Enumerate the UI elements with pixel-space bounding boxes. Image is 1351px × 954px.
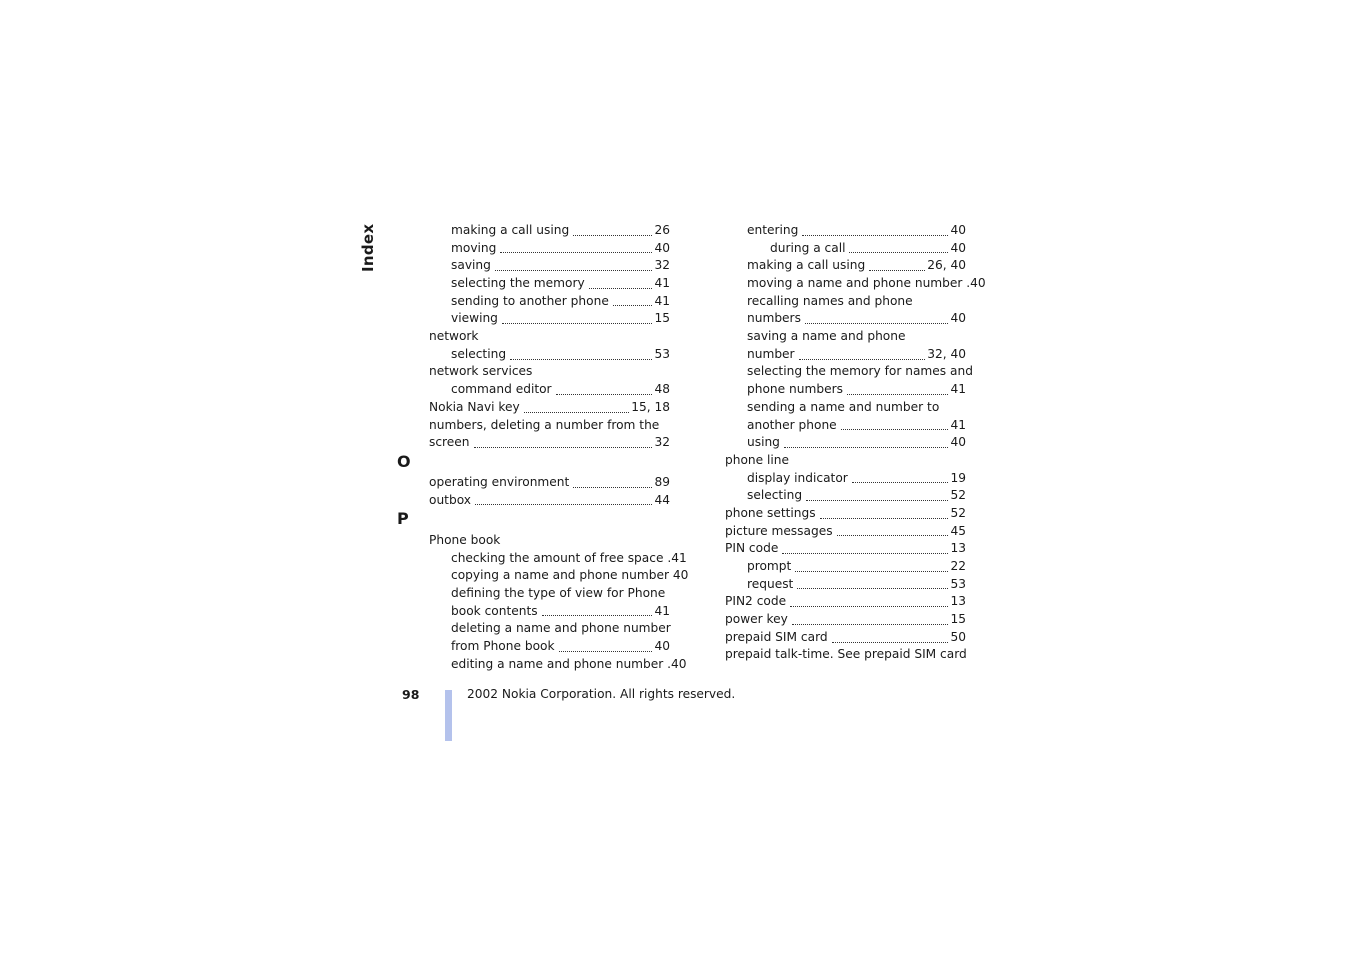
index-entry-text: command editor	[451, 382, 552, 397]
index-entry-text: selecting the memory for names and	[747, 364, 973, 379]
index-entry	[429, 381, 670, 399]
index-entry	[429, 620, 670, 638]
index-entry-page: 19	[950, 470, 966, 485]
dot-leader	[795, 558, 948, 576]
index-entry	[725, 629, 966, 647]
index-entry-page: 41	[950, 417, 966, 432]
dot-leader	[792, 611, 949, 629]
index-letter-o: O	[397, 452, 411, 471]
index-entry-text: prepaid SIM card	[725, 629, 828, 644]
dot-leader	[510, 346, 652, 364]
index-entry	[725, 364, 973, 382]
index-entry-page: 41	[950, 382, 966, 397]
index-entry	[725, 328, 966, 346]
index-entry-text: book contents	[451, 603, 538, 618]
index-entry-text: copying a name and phone number 40	[451, 568, 689, 583]
dot-leader	[852, 470, 949, 488]
index-entry	[725, 240, 966, 258]
dot-leader	[806, 487, 948, 505]
index-entry-text: outbox	[429, 492, 471, 507]
index-entry-text: making a call using	[451, 222, 570, 237]
index-block	[429, 532, 689, 674]
index-entry-text: numbers, deleting a number from the	[429, 417, 660, 432]
index-entry	[725, 346, 966, 364]
index-entry	[725, 222, 966, 240]
index-entry-page: 53	[654, 346, 670, 361]
index-column-right	[725, 222, 986, 664]
index-entry	[725, 399, 966, 417]
index-entry-text: picture messages	[725, 523, 833, 538]
index-entry	[429, 656, 687, 674]
index-entry-page: 48	[654, 382, 670, 397]
index-entry-text: phone settings	[725, 505, 816, 520]
dot-leader	[613, 293, 653, 311]
index-entry-text: display indicator	[747, 470, 848, 485]
dot-leader	[782, 540, 948, 558]
dot-leader	[784, 434, 949, 452]
index-entry	[429, 532, 670, 550]
dot-leader	[849, 240, 948, 258]
index-entry-page: 41	[654, 603, 670, 618]
index-entry	[429, 638, 670, 656]
index-entry-text: moving a name and phone number .40	[747, 276, 986, 291]
index-block	[429, 474, 670, 509]
index-entry-text: using	[747, 435, 780, 450]
index-entry	[429, 310, 670, 328]
index-entry	[429, 567, 689, 585]
dot-leader	[524, 399, 629, 417]
index-entry	[429, 257, 670, 275]
index-entry	[725, 293, 966, 311]
index-entry	[429, 364, 670, 382]
index-entry-page: 40	[950, 311, 966, 326]
index-entry-page: 52	[950, 505, 966, 520]
index-entry-page: 22	[950, 559, 966, 574]
index-entry	[725, 257, 966, 275]
index-entry-text: editing a name and phone number .40	[451, 656, 687, 671]
dot-leader	[837, 523, 949, 541]
index-entry-page: 89	[654, 474, 670, 489]
dot-leader	[790, 593, 948, 611]
index-entry-text: deleting a name and phone number	[451, 621, 671, 636]
index-entry-page: 50	[950, 629, 966, 644]
index-entry-text: number	[747, 346, 795, 361]
index-entry-text: operating environment	[429, 474, 570, 489]
index-entry-text: sending a name and number to	[747, 399, 940, 414]
copyright-notice: 2002 Nokia Corporation. All rights reserved.	[467, 687, 736, 701]
index-entry	[725, 487, 966, 505]
index-entry-text: Phone book	[429, 532, 501, 547]
index-entry-text: viewing	[451, 311, 498, 326]
index-entry	[429, 222, 670, 240]
index-entry-text: from Phone book	[451, 639, 555, 654]
index-letter-p: P	[397, 509, 409, 528]
index-entry-page: 40	[950, 435, 966, 450]
dot-leader	[802, 222, 948, 240]
index-entry-page: 32	[654, 435, 670, 450]
index-entry-text: making a call using	[747, 258, 866, 273]
index-entry-text: moving	[451, 240, 497, 255]
index-entry-page: 15	[950, 612, 966, 627]
index-entry-text: Nokia Navi key	[429, 399, 520, 414]
index-entry-text: power key	[725, 612, 788, 627]
index-entry	[429, 240, 670, 258]
dot-leader	[502, 310, 653, 328]
index-entry	[429, 399, 670, 417]
index-entry-page: 32, 40	[927, 346, 966, 361]
index-entry-text: network services	[429, 364, 533, 379]
index-entry-text: PIN2 code	[725, 594, 787, 609]
index-entry-page: 40	[950, 222, 966, 237]
index-column-left	[429, 222, 670, 452]
index-entry-page: 40	[950, 240, 966, 255]
dot-leader	[475, 492, 652, 510]
index-entry-text: selecting the memory	[451, 276, 585, 291]
index-entry	[725, 558, 966, 576]
index-entry-text: checking the amount of free space .41	[451, 550, 687, 565]
index-entry	[725, 576, 966, 594]
dot-leader	[797, 576, 948, 594]
index-entry-text: entering	[747, 222, 799, 237]
dot-leader	[832, 629, 949, 647]
index-entry	[429, 275, 670, 293]
index-entry	[725, 310, 966, 328]
index-column-left-p	[429, 532, 689, 674]
index-entry-page: 41	[654, 293, 670, 308]
index-entry	[429, 417, 670, 435]
index-entry-text: defining the type of view for Phone	[451, 586, 666, 601]
index-block	[725, 222, 986, 664]
index-entry-page: 13	[950, 594, 966, 609]
dot-leader	[589, 275, 653, 293]
index-entry-text: prepaid talk-time. See prepaid SIM card	[725, 647, 967, 662]
index-entry-page: 44	[654, 492, 670, 507]
dot-leader	[556, 381, 653, 399]
index-entry	[725, 470, 966, 488]
index-entry	[725, 275, 986, 293]
dot-leader	[820, 505, 949, 523]
index-entry	[429, 603, 670, 621]
page-number: 98	[402, 687, 420, 702]
index-entry-page: 15	[654, 311, 670, 326]
index-entry	[725, 505, 966, 523]
index-entry-text: selecting	[747, 488, 803, 503]
index-entry	[725, 593, 966, 611]
index-entry-text: screen	[429, 435, 470, 450]
index-entry	[725, 647, 966, 665]
index-block	[429, 222, 670, 452]
index-entry-page: 40	[654, 639, 670, 654]
index-entry-text: numbers	[747, 311, 801, 326]
index-entry-text: request	[747, 576, 794, 591]
section-title: Index	[359, 223, 377, 272]
index-entry	[725, 381, 966, 399]
index-entry-page: 40	[654, 240, 670, 255]
index-entry	[725, 523, 966, 541]
index-entry-page: 15, 18	[631, 399, 670, 414]
dot-leader	[869, 257, 925, 275]
index-entry-text: phone line	[725, 452, 790, 467]
index-entry-text: recalling names and phone	[747, 293, 913, 308]
dot-leader	[495, 257, 653, 275]
index-entry	[725, 452, 966, 470]
index-entry-text: selecting	[451, 346, 507, 361]
index-entry	[429, 328, 670, 346]
index-entry-text: network	[429, 329, 479, 344]
index-entry-text: PIN code	[725, 541, 779, 556]
index-entry-text: during a call	[770, 240, 846, 255]
index-entry	[725, 611, 966, 629]
dot-leader	[573, 474, 652, 492]
index-entry-page: 41	[654, 276, 670, 291]
index-entry-page: 26	[654, 222, 670, 237]
index-entry-text: saving a name and phone	[747, 329, 906, 344]
index-entry	[725, 540, 966, 558]
index-entry-page: 52	[950, 488, 966, 503]
index-entry	[429, 474, 670, 492]
index-entry-page: 26, 40	[927, 258, 966, 273]
index-entry-text: sending to another phone	[451, 293, 609, 308]
index-entry	[725, 417, 966, 435]
index-entry	[725, 434, 966, 452]
index-entry	[429, 492, 670, 510]
dot-leader	[474, 434, 653, 452]
dot-leader	[805, 310, 949, 328]
index-column-left-o	[429, 474, 670, 509]
index-entry	[429, 346, 670, 364]
dot-leader	[500, 240, 652, 258]
index-entry	[429, 585, 670, 603]
footer-accent-bar	[445, 690, 452, 741]
index-entry-page: 32	[654, 258, 670, 273]
index-entry-page: 45	[950, 523, 966, 538]
dot-leader	[559, 638, 653, 656]
index-entry-text: phone numbers	[747, 382, 843, 397]
index-entry	[429, 293, 670, 311]
index-entry	[429, 550, 687, 568]
index-entry-text: another phone	[747, 417, 837, 432]
dot-leader	[847, 381, 949, 399]
index-entry	[429, 434, 670, 452]
index-entry-text: prompt	[747, 559, 792, 574]
dot-leader	[573, 222, 652, 240]
dot-leader	[799, 346, 926, 364]
index-entry-text: saving	[451, 258, 491, 273]
dot-leader	[542, 603, 653, 621]
dot-leader	[841, 417, 949, 435]
index-entry-page: 53	[950, 576, 966, 591]
index-entry-page: 13	[950, 541, 966, 556]
